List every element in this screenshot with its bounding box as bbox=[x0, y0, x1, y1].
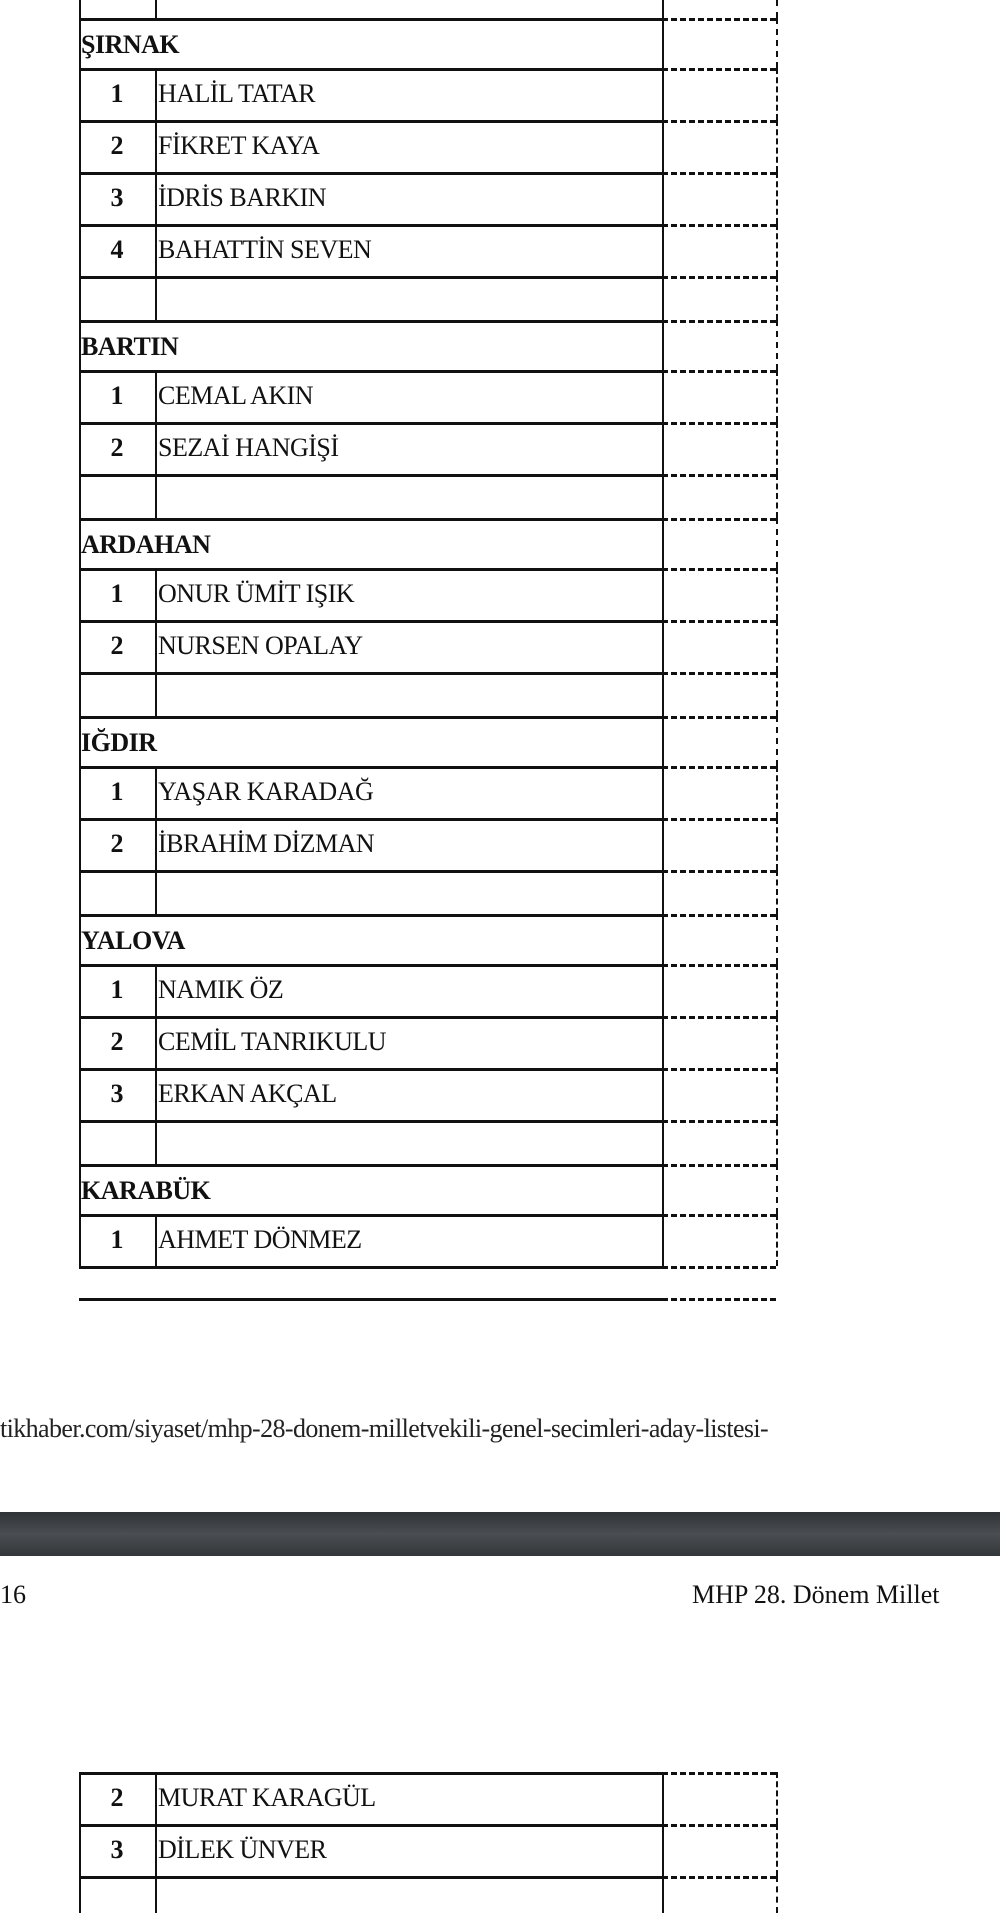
column-divider bbox=[155, 964, 157, 1016]
dashed-border bbox=[776, 870, 778, 914]
table-rule bbox=[79, 1266, 662, 1269]
dashed-border bbox=[776, 120, 778, 172]
candidate-number: 3 bbox=[110, 1835, 124, 1864]
dashed-rule bbox=[662, 870, 776, 873]
table-rule bbox=[79, 1214, 662, 1217]
dashed-rule bbox=[662, 1016, 776, 1019]
table-rule bbox=[79, 1164, 662, 1167]
dashed-border bbox=[776, 766, 778, 818]
dashed-rule bbox=[662, 766, 776, 769]
table-rule bbox=[79, 1824, 662, 1827]
dashed-rule bbox=[662, 422, 776, 425]
page-number: 16 bbox=[0, 1580, 26, 1609]
column-divider bbox=[155, 568, 157, 620]
table-rule bbox=[79, 1876, 662, 1879]
dashed-border bbox=[776, 172, 778, 224]
page-header-title: MHP 28. Dönem Millet bbox=[692, 1580, 940, 1609]
province-heading: KARABÜK bbox=[81, 1176, 211, 1205]
province-heading: IĞDIR bbox=[81, 728, 157, 757]
table-rule bbox=[79, 964, 662, 967]
table-rule bbox=[79, 1016, 662, 1019]
candidate-name: SEZAİ HANGİŞİ bbox=[158, 433, 339, 462]
table-border bbox=[662, 224, 664, 276]
dashed-rule bbox=[662, 68, 776, 71]
column-divider bbox=[155, 276, 157, 320]
dashed-border bbox=[776, 474, 778, 518]
table-border bbox=[662, 172, 664, 224]
table-border bbox=[662, 1824, 664, 1876]
column-divider bbox=[155, 474, 157, 518]
table-rule bbox=[79, 370, 662, 373]
candidate-number: 2 bbox=[110, 433, 124, 462]
dashed-border bbox=[776, 422, 778, 474]
column-divider bbox=[155, 68, 157, 120]
page-separator bbox=[0, 1512, 1000, 1556]
table-border bbox=[662, 120, 664, 172]
dashed-border bbox=[776, 1824, 778, 1876]
table-border bbox=[662, 964, 664, 1016]
dashed-rule bbox=[662, 1298, 776, 1301]
candidate-number: 2 bbox=[110, 1027, 124, 1056]
table-rule bbox=[79, 716, 662, 719]
dashed-border bbox=[776, 1016, 778, 1068]
dashed-rule bbox=[662, 620, 776, 623]
candidate-name: ONUR ÜMİT IŞIK bbox=[158, 579, 355, 608]
table-border bbox=[662, 474, 664, 518]
table-rule bbox=[79, 1772, 662, 1775]
dashed-rule bbox=[662, 1214, 776, 1217]
dashed-rule bbox=[662, 1876, 776, 1879]
dashed-rule bbox=[662, 172, 776, 175]
column-divider bbox=[155, 1772, 157, 1824]
dashed-rule bbox=[662, 224, 776, 227]
table-rule bbox=[79, 68, 662, 71]
dashed-rule bbox=[662, 1772, 776, 1775]
candidate-name: CEMİL TANRIKULU bbox=[158, 1027, 387, 1056]
candidate-name: CEMAL AKIN bbox=[158, 381, 314, 410]
dashed-border bbox=[776, 370, 778, 422]
table-border bbox=[662, 818, 664, 870]
table-border bbox=[662, 68, 664, 120]
candidate-name: İBRAHİM DİZMAN bbox=[158, 829, 375, 858]
dashed-border bbox=[776, 1772, 778, 1824]
dashed-rule bbox=[662, 568, 776, 571]
column-divider bbox=[155, 1214, 157, 1266]
table-border bbox=[662, 1120, 664, 1164]
candidate-number: 1 bbox=[110, 381, 124, 410]
dashed-border bbox=[776, 620, 778, 672]
column-divider bbox=[155, 1876, 157, 1913]
candidate-number: 1 bbox=[110, 579, 124, 608]
dashed-rule bbox=[662, 1164, 776, 1167]
table-border bbox=[662, 370, 664, 422]
table-rule bbox=[79, 1120, 662, 1123]
table-rule bbox=[79, 1298, 662, 1301]
dashed-rule bbox=[662, 716, 776, 719]
table-border bbox=[662, 1214, 664, 1266]
column-divider bbox=[155, 1068, 157, 1120]
dashed-border bbox=[776, 964, 778, 1016]
dashed-border bbox=[776, 1068, 778, 1120]
candidate-name: NAMIK ÖZ bbox=[158, 975, 284, 1004]
column-divider bbox=[155, 870, 157, 914]
dashed-border bbox=[776, 0, 778, 18]
table-border bbox=[79, 276, 81, 320]
dashed-border bbox=[776, 1120, 778, 1164]
dashed-rule bbox=[662, 964, 776, 967]
table-border bbox=[662, 422, 664, 474]
dashed-border bbox=[776, 1214, 778, 1266]
dashed-border bbox=[776, 320, 778, 370]
dashed-border bbox=[776, 914, 778, 964]
dashed-border bbox=[776, 224, 778, 276]
column-divider bbox=[155, 422, 157, 474]
table-rule bbox=[79, 224, 662, 227]
province-heading: BARTIN bbox=[81, 332, 179, 361]
column-divider bbox=[155, 1120, 157, 1164]
table-border bbox=[662, 276, 664, 320]
column-divider bbox=[155, 0, 157, 18]
table-rule bbox=[79, 1068, 662, 1071]
dashed-rule bbox=[662, 1120, 776, 1123]
column-divider bbox=[155, 672, 157, 716]
table-border bbox=[79, 870, 81, 914]
table-border bbox=[662, 1876, 664, 1913]
table-rule bbox=[79, 672, 662, 675]
dashed-rule bbox=[662, 518, 776, 521]
table-border bbox=[662, 18, 664, 68]
table-border bbox=[79, 0, 81, 18]
table-rule bbox=[79, 518, 662, 521]
table-rule bbox=[79, 422, 662, 425]
candidate-name: AHMET DÖNMEZ bbox=[158, 1225, 362, 1254]
table-border bbox=[79, 474, 81, 518]
table-border bbox=[662, 518, 664, 568]
candidate-number: 1 bbox=[110, 1225, 124, 1254]
candidate-number: 3 bbox=[110, 1079, 124, 1108]
column-divider bbox=[155, 1016, 157, 1068]
province-heading: ŞIRNAK bbox=[81, 30, 180, 59]
candidate-number: 2 bbox=[110, 829, 124, 858]
table-rule bbox=[79, 276, 662, 279]
candidate-number: 2 bbox=[110, 1783, 124, 1812]
dashed-rule bbox=[662, 320, 776, 323]
dashed-rule bbox=[662, 672, 776, 675]
column-divider bbox=[155, 224, 157, 276]
table-rule bbox=[79, 18, 662, 21]
column-divider bbox=[155, 766, 157, 818]
table-rule bbox=[79, 320, 662, 323]
table-border bbox=[662, 766, 664, 818]
dashed-rule bbox=[662, 1824, 776, 1827]
candidate-number: 1 bbox=[110, 79, 124, 108]
table-border bbox=[662, 1068, 664, 1120]
table-border bbox=[662, 1772, 664, 1824]
dashed-border bbox=[776, 716, 778, 766]
table-rule bbox=[79, 120, 662, 123]
dashed-border bbox=[776, 518, 778, 568]
column-divider bbox=[155, 172, 157, 224]
table-rule bbox=[79, 620, 662, 623]
candidate-name: BAHATTİN SEVEN bbox=[158, 235, 372, 264]
table-border bbox=[662, 914, 664, 964]
table-border bbox=[662, 1164, 664, 1214]
column-divider bbox=[155, 120, 157, 172]
dashed-rule bbox=[662, 914, 776, 917]
dashed-rule bbox=[662, 370, 776, 373]
dashed-border bbox=[776, 1164, 778, 1214]
dashed-border bbox=[776, 18, 778, 68]
candidate-name: YAŞAR KARADAĞ bbox=[158, 777, 374, 806]
table-rule bbox=[79, 766, 662, 769]
candidate-number: 1 bbox=[110, 777, 124, 806]
dashed-rule bbox=[662, 18, 776, 21]
candidate-number: 3 bbox=[110, 183, 124, 212]
dashed-border bbox=[776, 568, 778, 620]
candidate-name: FİKRET KAYA bbox=[158, 131, 320, 160]
dashed-border bbox=[776, 672, 778, 716]
table-rule bbox=[79, 818, 662, 821]
dashed-border bbox=[776, 276, 778, 320]
candidate-name: İDRİS BARKIN bbox=[158, 183, 327, 212]
candidate-name: HALİL TATAR bbox=[158, 79, 316, 108]
table-border bbox=[79, 1120, 81, 1164]
candidate-number: 1 bbox=[110, 975, 124, 1004]
candidate-name: NURSEN OPALAY bbox=[158, 631, 363, 660]
column-divider bbox=[155, 370, 157, 422]
candidate-name: DİLEK ÜNVER bbox=[158, 1835, 327, 1864]
footer-url[interactable]: tikhaber.com/siyaset/mhp-28-donem-milletvekili-genel-secimleri-aday-listesi- bbox=[0, 1414, 769, 1443]
table-rule bbox=[79, 474, 662, 477]
table-border bbox=[662, 0, 664, 18]
table-border bbox=[662, 716, 664, 766]
candidate-name: ERKAN AKÇAL bbox=[158, 1079, 337, 1108]
candidate-name: MURAT KARAGÜL bbox=[158, 1783, 376, 1812]
dashed-rule bbox=[662, 1266, 776, 1269]
table-border bbox=[662, 870, 664, 914]
province-heading: ARDAHAN bbox=[81, 530, 211, 559]
column-divider bbox=[155, 1824, 157, 1876]
province-heading: YALOVA bbox=[81, 926, 185, 955]
dashed-rule bbox=[662, 276, 776, 279]
table-border bbox=[662, 620, 664, 672]
column-divider bbox=[155, 818, 157, 870]
column-divider bbox=[155, 620, 157, 672]
table-rule bbox=[79, 914, 662, 917]
table-border bbox=[79, 1876, 81, 1913]
dashed-rule bbox=[662, 818, 776, 821]
dashed-border bbox=[776, 818, 778, 870]
candidate-number: 2 bbox=[110, 631, 124, 660]
dashed-rule bbox=[662, 474, 776, 477]
table-border bbox=[662, 672, 664, 716]
table-border bbox=[79, 672, 81, 716]
table-rule bbox=[79, 870, 662, 873]
dashed-border bbox=[776, 1876, 778, 1913]
candidate-number: 4 bbox=[110, 235, 124, 264]
dashed-rule bbox=[662, 120, 776, 123]
dashed-rule bbox=[662, 1068, 776, 1071]
table-rule bbox=[79, 568, 662, 571]
candidate-number: 2 bbox=[110, 131, 124, 160]
table-border bbox=[662, 320, 664, 370]
table-rule bbox=[79, 172, 662, 175]
table-border bbox=[662, 1016, 664, 1068]
dashed-border bbox=[776, 68, 778, 120]
table-border bbox=[662, 568, 664, 620]
